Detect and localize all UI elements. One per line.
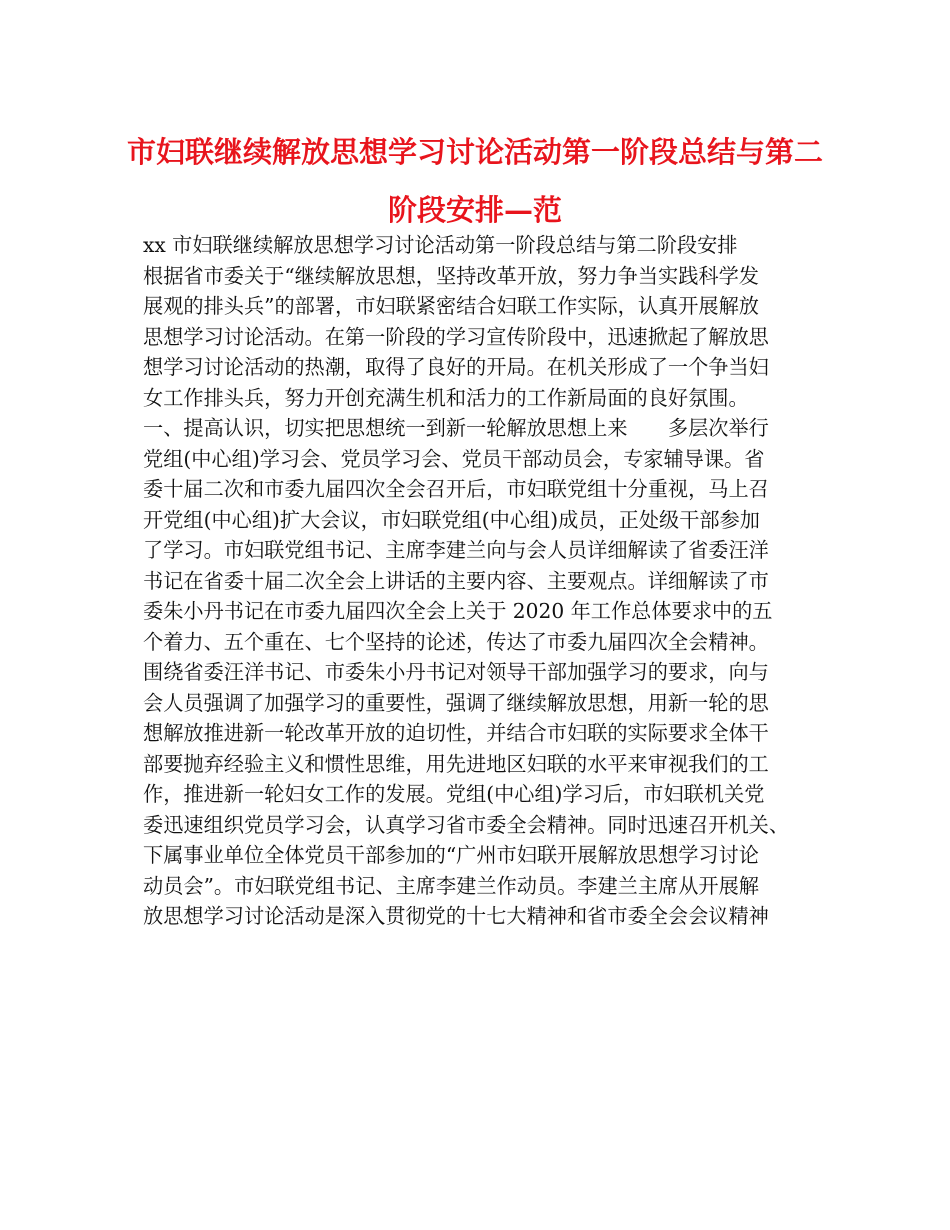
- body-line: 思想学习讨论活动。在第一阶段的学习宣传阶段中，迅速掀起了解放思: [143, 324, 769, 349]
- title-line-1: 市妇联继续解放思想学习讨论活动第一阶段总结与第二: [126, 135, 823, 169]
- body-line: 放思想学习讨论活动是深入贯彻党的十七大精神和省市委全会会议精神: [143, 904, 769, 928]
- body-line: 开党组(中心组)扩大会议，市妇联党组(中心组)成员，正处级干部参加: [143, 507, 760, 532]
- body-line: 一、提高认识，切实把思想统一到新一轮解放思想上来 多层次举行: [143, 416, 769, 440]
- body-line: 作，推进新一轮妇女工作的发展。党组(中心组)学习后，市妇联机关党: [143, 782, 765, 806]
- body-line: 党组(中心组)学习会、党员学习会、党员干部动员会，专家辅导课。省: [143, 446, 765, 471]
- body-line: xx 市妇联继续解放思想学习讨论活动第一阶段总结与第二阶段安排: [143, 233, 738, 257]
- body-line: 动员会”。市妇联党组书记、主席李建兰作动员。李建兰主席从开展解: [143, 873, 759, 898]
- document-body: [143, 230, 813, 932]
- body-line: 委朱小丹书记在市委九届四次全会上关于 2020 年工作总体要求中的五: [143, 599, 773, 623]
- body-line: 了学习。市妇联党组书记、主席李建兰向与会人员详细解读了省委汪洋: [143, 538, 769, 562]
- body-line: 想学习讨论活动的热潮，取得了良好的开局。在机关形成了一个争当妇: [143, 355, 769, 379]
- document-title: [120, 123, 830, 239]
- body-line: 书记在省委十届二次全会上讲话的主要内容、主要观点。详细解读了市: [143, 568, 769, 593]
- body-line: 委迅速组织党员学习会，认真学习省市委全会精神。同时迅速召开机关、: [143, 812, 790, 837]
- title-line-2: 阶段安排—范: [387, 193, 562, 227]
- body-line: 个着力、五个重在、七个坚持的论述，传达了市委九届四次全会精神。: [143, 629, 769, 654]
- body-line: 展观的排头兵”的部署，市妇联紧密结合妇联工作实际，认真开展解放: [143, 294, 759, 318]
- body-line: 想解放推进新一轮改革开放的迫切性，并结合市妇联的实际要求全体干: [143, 721, 769, 745]
- body-line: 部要抛弃经验主义和惯性思维，用先进地区妇联的水平来审视我们的工: [143, 751, 769, 776]
- body-line: 围绕省委汪洋书记、市委朱小丹书记对领导干部加强学习的要求，向与: [143, 660, 769, 684]
- body-line: 会人员强调了加强学习的重要性，强调了继续解放思想，用新一轮的思: [143, 690, 769, 715]
- body-line: 根据省市委关于“继续解放思想，坚持改革开放，努力争当实践科学发: [143, 263, 759, 288]
- body-line: 委十届二次和市委九届四次全会召开后，市妇联党组十分重视，马上召: [143, 477, 769, 501]
- body-line: 女工作排头兵，努力开创充满生机和活力的工作新局面的良好氛围。: [143, 385, 749, 410]
- body-line: 下属事业单位全体党员干部参加的“广州市妇联开展解放思想学习讨论: [143, 843, 759, 867]
